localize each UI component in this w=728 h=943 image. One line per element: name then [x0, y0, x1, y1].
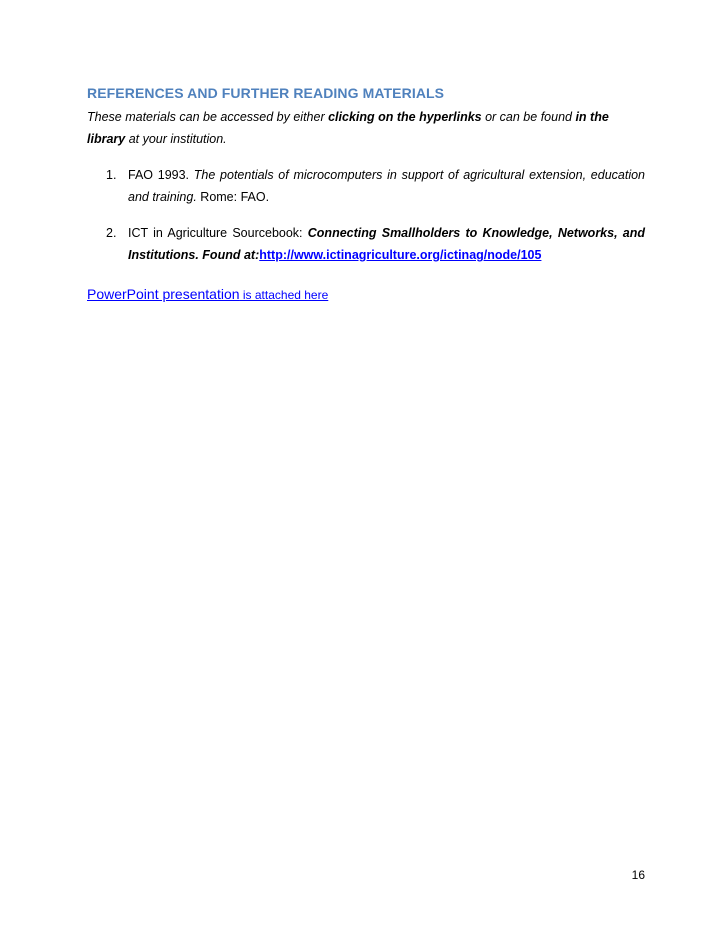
- intro-text: at your institution.: [125, 132, 227, 146]
- reference-number: 1.: [106, 168, 117, 182]
- reference-found-at: Found at:: [198, 248, 260, 262]
- intro-emphasis-library: in the: [575, 110, 609, 124]
- intro-paragraph: [87, 106, 645, 150]
- intro-text: These materials can be accessed by either: [87, 110, 329, 124]
- powerpoint-link[interactable]: PowerPoint presentation: [87, 286, 240, 302]
- reference-body: [128, 222, 645, 266]
- powerpoint-line: [87, 286, 328, 304]
- reference-url-link[interactable]: http://www.ictinagriculture.org/ictinag/node/105: [259, 248, 542, 262]
- intro-emphasis-hyperlinks: clicking on the hyperlinks: [328, 110, 482, 124]
- reference-item-2: [106, 222, 645, 266]
- intro-emphasis-library: library: [87, 132, 126, 146]
- reference-author-year: FAO 1993.: [128, 168, 194, 182]
- reference-publisher: Rome: FAO.: [196, 190, 270, 204]
- reference-source: ICT in Agriculture Sourcebook:: [128, 226, 308, 240]
- reference-item-1: [106, 164, 645, 208]
- reference-title: Connecting Smallholders to Knowledge, Networks, and Institutions.: [128, 226, 645, 262]
- intro-text: or can be found: [481, 110, 576, 124]
- reference-title: The potentials of microcomputers in support of agricultural extension, education and training.: [128, 168, 646, 204]
- section-heading: REFERENCES AND FURTHER READING MATERIALS: [87, 85, 445, 101]
- page-number: 16: [631, 868, 645, 882]
- powerpoint-trailing-text[interactable]: is attached here: [239, 288, 329, 302]
- reference-number: 2.: [106, 226, 117, 240]
- reference-body: [128, 164, 645, 208]
